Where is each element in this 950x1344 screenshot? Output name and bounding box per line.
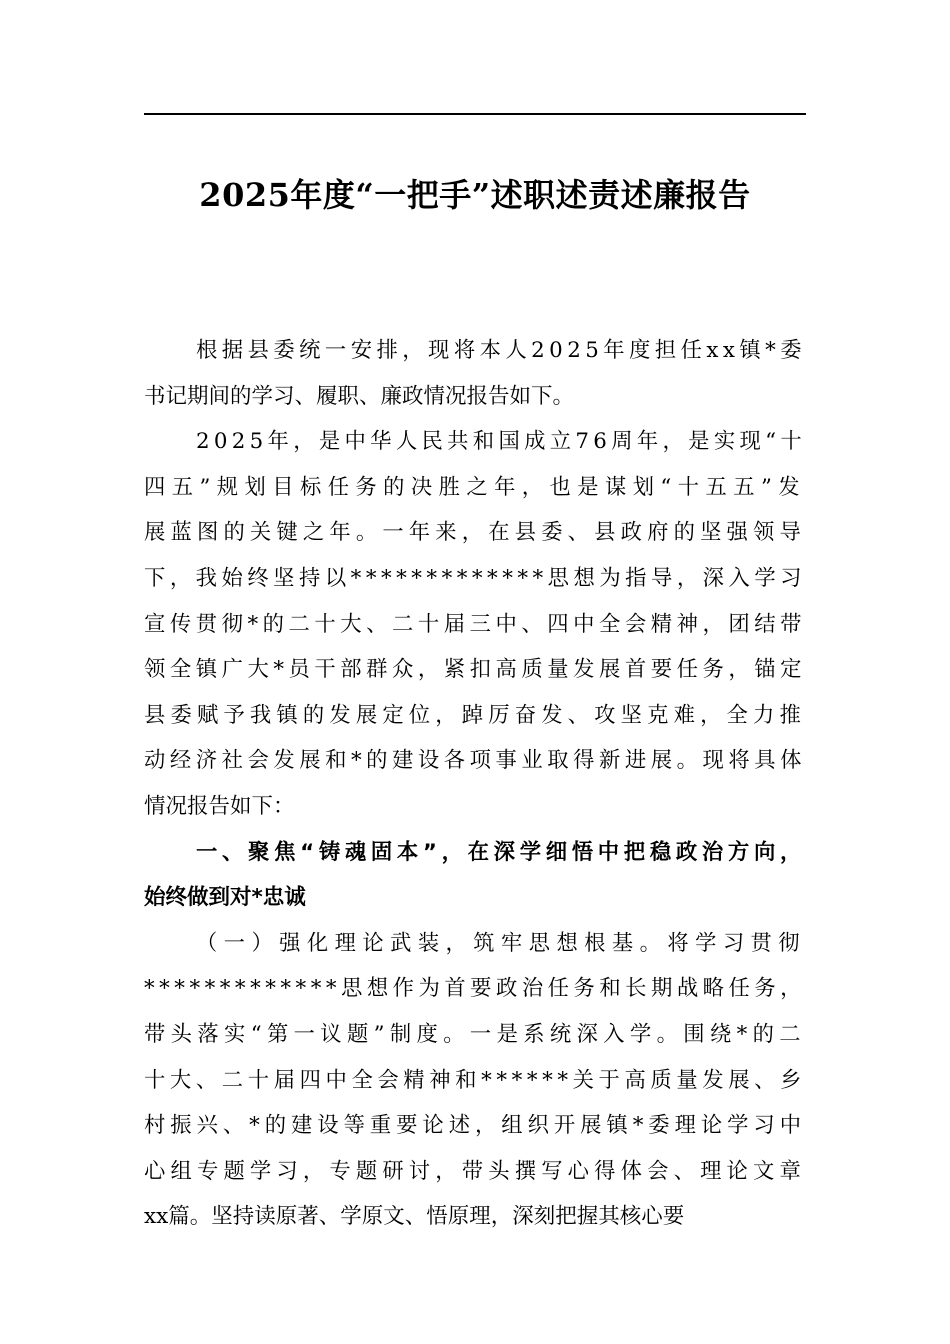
- line-text: 书记期间的学习、履职、廉政情况报告如下。: [144, 383, 575, 409]
- paragraph-line: [144, 1058, 806, 1104]
- line-text: 始终做到对*忠诚: [144, 885, 306, 911]
- paragraph-line: [144, 784, 806, 830]
- section-heading-line: [144, 830, 806, 876]
- paragraph-line: [144, 465, 806, 511]
- line-text: 动经济社会发展和*的建设各项事业取得新进展。现将具体: [144, 748, 806, 774]
- line-text: 下，我始终坚持以*************思想为指导，深入学习: [144, 565, 806, 591]
- paragraph-line: [144, 1103, 806, 1149]
- paragraph-line: [144, 419, 806, 465]
- line-text: *************思想作为首要政治任务和长期战略任务，: [144, 976, 806, 1002]
- line-text: 县委赋予我镇的发展定位，踔厉奋发、攻坚克难，全力推: [144, 702, 806, 728]
- line-text: 一、聚焦“铸魂固本”，在深学细悟中把稳政治方向，: [196, 839, 806, 865]
- line-text: 带头落实“第一议题”制度。一是系统深入学。围绕*的二: [144, 1021, 806, 1047]
- line-text: 展蓝图的关键之年。一年来，在县委、县政府的坚强领导: [144, 520, 806, 546]
- line-text: 四五”规划目标任务的决胜之年，也是谋划“十五五”发: [144, 474, 806, 500]
- paragraph-line: [144, 921, 806, 967]
- paragraph-line: [144, 556, 806, 602]
- paragraph-line: [144, 1194, 806, 1240]
- line-text: 根据县委统一安排，现将本人2025年度担任xx镇*委: [196, 338, 806, 363]
- paragraph-line: [144, 693, 806, 739]
- header-rule: [144, 113, 806, 115]
- document-title: 2025年度“一把手”述职述责述廉报告: [199, 176, 751, 214]
- paragraph-line: [144, 647, 806, 693]
- line-text: 领全镇广大*员干部群众，紧扣高质量发展首要任务，锚定: [144, 657, 806, 683]
- paragraph-line: [144, 1012, 806, 1058]
- paragraph-line: [144, 738, 806, 784]
- line-text: 村振兴、*的建设等重要论述，组织开展镇*委理论学习中: [144, 1113, 806, 1139]
- line-text: 2025年，是中华人民共和国成立76周年，是实现“十: [196, 429, 806, 455]
- document-body: [144, 328, 806, 1240]
- paragraph-line: [144, 1149, 806, 1195]
- paragraph-line: [144, 602, 806, 648]
- line-text: 十大、二十届四中全会精神和******关于高质量发展、乡: [144, 1067, 806, 1093]
- paragraph-line: [144, 374, 806, 420]
- line-text: 心组专题学习，专题研讨，带头撰写心得体会、理论文章: [144, 1158, 806, 1184]
- line-text: 情况报告如下：: [144, 793, 295, 819]
- paragraph-line: [144, 328, 806, 374]
- line-text: xx篇。坚持读原著、学原文、悟原理，深刻把握其核心要: [144, 1204, 685, 1230]
- line-text: 宣传贯彻*的二十大、二十届三中、四中全会精神，团结带: [144, 611, 806, 637]
- paragraph-line: [144, 510, 806, 556]
- paragraph-line: [144, 966, 806, 1012]
- section-heading-line: [144, 875, 806, 921]
- line-text: （一）强化理论武装，筑牢思想根基。将学习贯彻: [196, 930, 806, 956]
